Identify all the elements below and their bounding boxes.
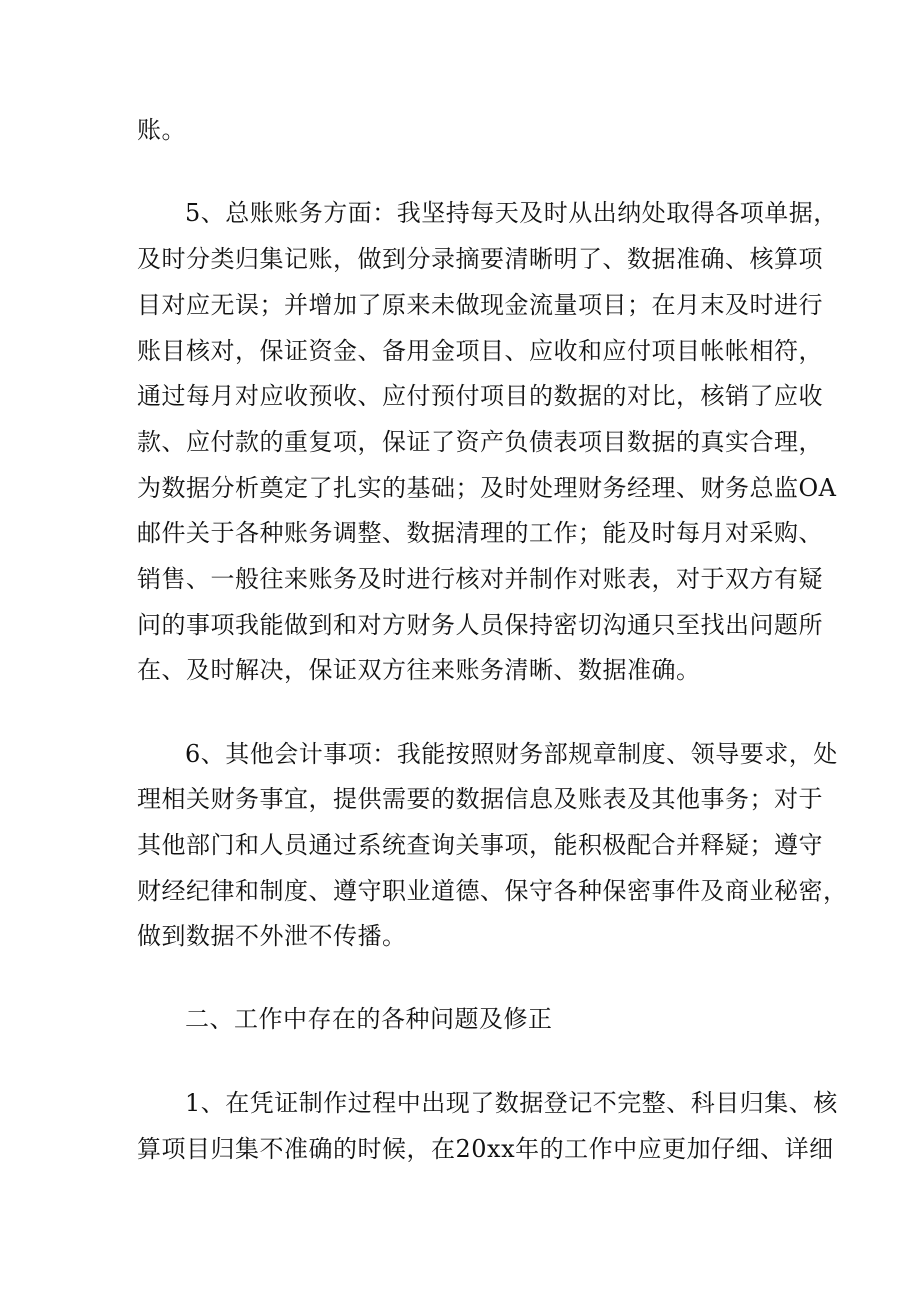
paragraph-5-line: 目对应无误；并增加了原来未做现金流量项目；在月末及时进行 <box>137 291 823 319</box>
paragraph-5-line: 款、应付款的重复项，保证了资产负债表项目数据的真实合理， <box>137 428 823 456</box>
paragraph-6-line: 做到数据不外泄不传播。 <box>137 922 407 950</box>
text-line: 账。 <box>137 116 186 144</box>
paragraph-5-line: 通过每月对应收预收、应付预付项目的数据的对比，核销了应收 <box>137 382 823 410</box>
paragraph-5-line: 账目核对，保证资金、备用金项目、应收和应付项目帐帐相符， <box>137 337 823 365</box>
paragraph-5-line: 邮件关于各种账务调整、数据清理的工作；能及时每月对采购、 <box>137 519 823 547</box>
paragraph-5-line: 为数据分析奠定了扎实的基础；及时处理财务经理、财务总监OA <box>137 474 837 502</box>
paragraph-5-line: 销售、一般往来账务及时进行核对并制作对账表，对于双方有疑 <box>137 565 823 593</box>
section-heading: 二、工作中存在的各种问题及修正 <box>185 1005 553 1033</box>
paragraph-6-line: 财经纪律和制度、遵守职业道德、保守各种保密事件及商业秘密， <box>137 877 848 905</box>
paragraph-6-line: 其他部门和人员通过系统查询关事项，能积极配合并释疑；遵守 <box>137 831 823 859</box>
paragraph-6-line: 理相关财务事宜，提供需要的数据信息及账表及其他事务；对于 <box>137 785 823 813</box>
paragraph-1-line: 算项目归集不准确的时候，在20xx年的工作中应更加仔细、详细 <box>137 1135 834 1163</box>
paragraph-5-line: 在、及时解决，保证双方往来账务清晰、数据准确。 <box>137 656 701 684</box>
paragraph-5-line: 5、总账账务方面：我坚持每天及时从出纳处取得各项单据， <box>185 199 838 227</box>
paragraph-5-line: 问的事项我能做到和对方财务人员保持密切沟通只至找出问题所 <box>137 611 823 639</box>
paragraph-1-line: 1、在凭证制作过程中出现了数据登记不完整、科目归集、核 <box>185 1089 838 1117</box>
paragraph-6-line: 6、其他会计事项：我能按照财务部规章制度、领导要求，处 <box>185 740 838 768</box>
paragraph-5-line: 及时分类归集记账，做到分录摘要清晰明了、数据准确、核算项 <box>137 245 823 273</box>
